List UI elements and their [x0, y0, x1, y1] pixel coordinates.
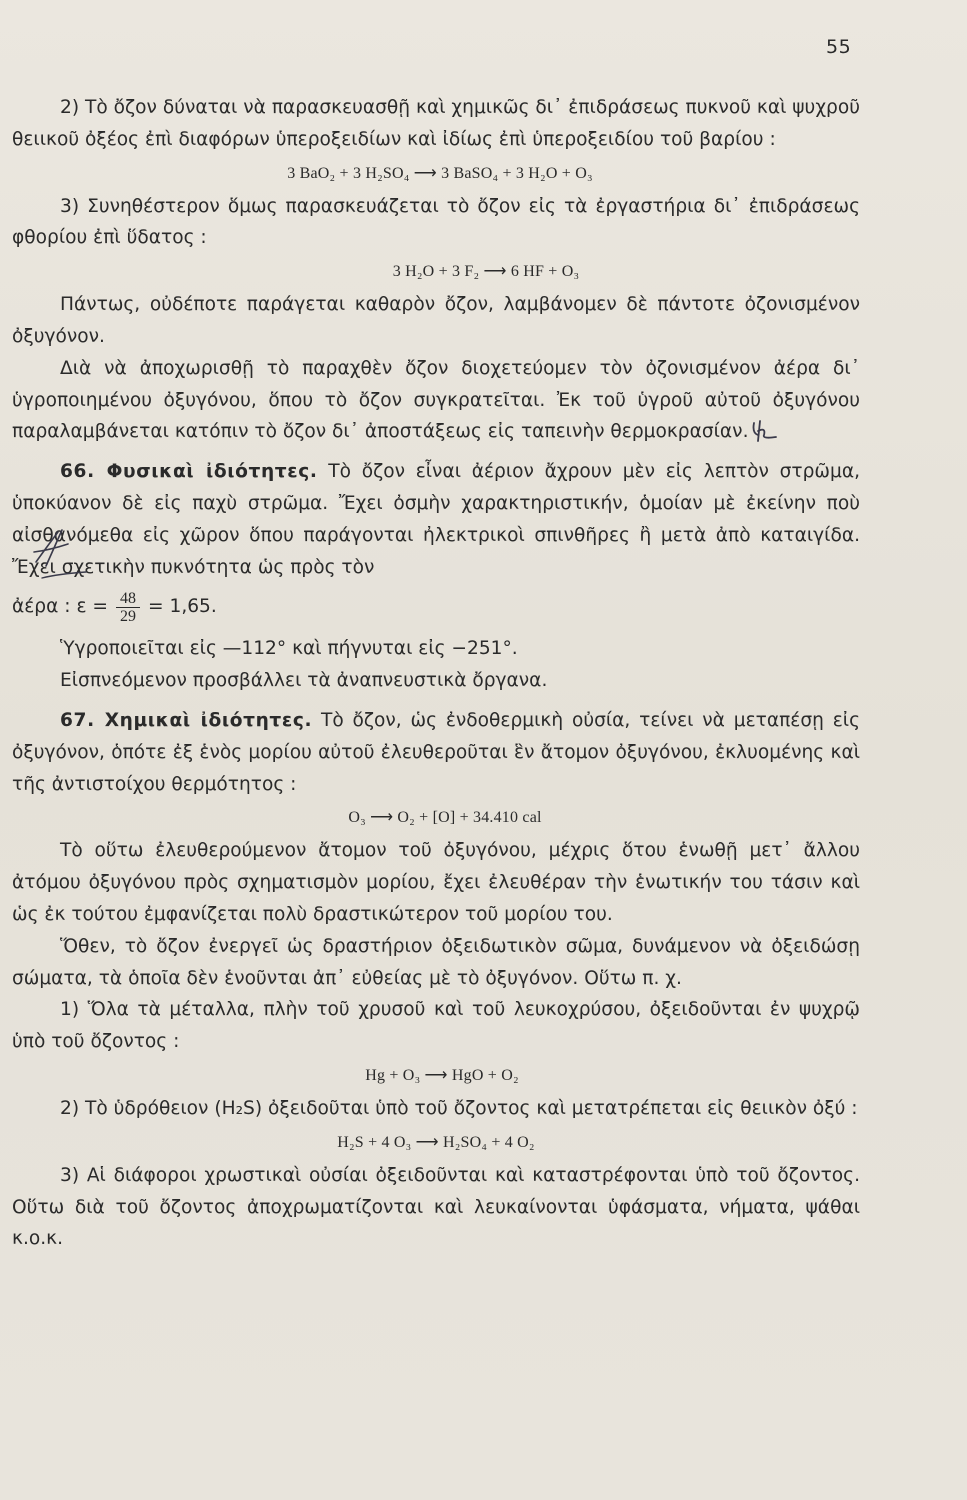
equation-hydrogen-sulfide: H₂S + 4 O₃ ⟶ H₂SO₄ + 4 O₂: [337, 1133, 535, 1151]
paragraph-ozone-chemical-prep: 2) Τὸ ὄζον δύναται νὰ παρασκευασθῇ καὶ χημικῶς δι᾽ ἐπιδράσεως πυκνοῦ καὶ ψυχροῦ θειικοῦ ὀξέος ἐπὶ διαφόρων ὑπεροξειδίων καὶ ἰδίως ἐπὶ ὑπεροξειδίου τοῦ βαρίου :: [12, 97, 860, 150]
section-66-heading: 66. Φυσικαὶ ἰδιότητες.: [60, 461, 318, 483]
paragraph-hydrogen-sulfide: 2) Τὸ ὑδρόθειον (H₂S) ὀξειδοῦται ὑπὸ τοῦ ὄζοντος καὶ μετατρέπεται εἰς θειικὸν ὀξύ :: [60, 1097, 858, 1119]
density-formula: [12, 587, 860, 627]
density-result: = 1,65.: [148, 596, 217, 618]
density-prefix: ἀέρα : ε =: [12, 596, 108, 618]
equation-barium-peroxide: 3 BaO₂ + 3 H₂SO₄ ⟶ 3 BaSO₄ + 3 H₂O + O₃: [287, 164, 593, 182]
paragraph-metals-oxidation: 1) Ὅλα τὰ μέταλλα, πλὴν τοῦ χρυσοῦ καὶ τοῦ λευκοχρύσου, ὀξειδοῦνται ἐν ψυχρῷ ὑπὸ τοῦ ὄζοντος :: [12, 999, 860, 1053]
section-66-text: Τὸ ὄζον εἶναι ἀέριον ἄχρουν μὲν εἰς λεπτὸν στρῶμα, ὑποκύανον δὲ εἰς παχὺ στρῶμα. Ἔχει ὀσμὴν χαρακτηριστικήν, ὁμοίαν μὲ ἐκείνην ποὺ αἰσθανόμεθα εἰς χῶρον ὅπου παράγονται ἠλεκτρικοὶ σπινθῆρες ἢ μετὰ ἀπὸ καταιγίδα. Ἔχει σχετικὴν πυκνότητα ὡς πρὸς τὸν: [12, 461, 860, 578]
paragraph-inhalation: Εἰσπνεόμενον προσβάλλει τὰ ἀναπνευστικὰ ὄργανα.: [60, 670, 548, 692]
paragraph-oxidizing-agent: Ὅθεν, τὸ ὄζον ἐνεργεῖ ὡς δραστήριον ὀξειδωτικὸν σῶμα, δυνάμενον νὰ ὀξειδώσῃ σώματα, τὰ ὁποῖα δὲν ἑνοῦνται ἀπ᾽ εὐθείας μὲ τὸ ὀξυγόνον. Οὕτω π. χ.: [12, 935, 860, 989]
equation-mercury-oxidation: Hg + O₃ ⟶ HgO + O₂: [365, 1066, 519, 1084]
section-67-heading: 67. Χημικαὶ ἰδιότητες.: [60, 709, 313, 731]
paragraph-atomic-oxygen: Τὸ οὕτω ἐλευθερούμενον ἄτομον τοῦ ὀξυγόνου, μέχρις ὅτου ἑνωθῇ μετ᾽ ἄλλου ἀτόμου ὀξυγόνου πρὸς σχηματισμὸν μορίου, ἔχει ἐλευθέραν τὴν ἑνωτικήν του τάσιν καὶ ὡς ἐκ τούτου ἐμφανίζεται πολὺ δραστικώτερον τοῦ μορίου του.: [12, 840, 860, 925]
pencil-check-mark-icon: [750, 419, 780, 443]
section-67-chemical-properties: [12, 705, 860, 800]
density-denominator: 29: [120, 607, 136, 625]
section-67-text: Τὸ ὄζον, ὡς ἐνδοθερμικὴ οὐσία, τείνει νὰ μεταπέσῃ εἰς ὀξυγόνον, ὁπότε ἐξ ἑνὸς μορίου αὐτοῦ ἐλευθεροῦται ἓν ἄτομον ὀξυγόνου, ἐκλυομένης καὶ τῆς ἀντιστοίχου θερμότητος :: [12, 709, 861, 795]
density-numerator: 48: [116, 590, 140, 608]
density-fraction: [116, 590, 140, 625]
paragraph-dyes-bleaching: 3) Αἱ διάφοροι χρωστικαὶ οὐσίαι ὀξειδοῦνται καὶ καταστρέφονται ὑπὸ τοῦ ὄζοντος. Οὕτω διὰ τοῦ ὄζοντος ἀποχρωματίζονται καὶ λευκαίνονται ὑφάσματα, νήματα, ψάθαι κ.ο.κ.: [12, 1164, 860, 1250]
section-66-physical-properties: [12, 456, 860, 583]
paragraph-ozone-fluorine-prep: 3) Συνηθέστερον ὅμως παρασκευάζεται τὸ ὄζον εἰς τὰ ἐργαστήρια δι᾽ ἐπιδράσεως φθορίου ἐπὶ ὕδατος :: [12, 195, 860, 249]
page-body: [12, 92, 860, 1255]
equation-fluorine-water: 3 H₂O + 3 F₂ ⟶ 6 HF + O₃: [392, 263, 580, 281]
paragraph-liquefaction: Ὑγροποιεῖται εἰς —112° καὶ πήγνυται εἰς −251°.: [60, 638, 518, 660]
paragraph-ozonized-oxygen: Πάντως, οὐδέποτε παράγεται καθαρὸν ὄζον, λαμβάνομεν δὲ πάντοτε ὀζονισμένον ὀξυγόνον.: [12, 294, 860, 347]
separation-text: Διὰ νὰ ἀποχωρισθῇ τὸ παραχθὲν ὄζον διοχετεύομεν τὸν ὀζονισμένον ἀέρα δι᾽ ὑγροποιημένου ὀξυγόνου, ὅπου τὸ ὄζον συγκρατεῖται. Ἐκ τοῦ ὑγροῦ αὐτοῦ ὀξυγόνου παραλαμβάνεται κατόπιν τὸ ὄζον δι᾽ ἀποστάξεως εἰς ταπεινὴν θερμοκρασίαν.: [12, 357, 860, 443]
equation-ozone-decomposition: O₃ ⟶ O₂ + [O] + 34.410 cal: [348, 809, 542, 827]
paragraph-ozone-separation: [12, 353, 860, 448]
page-number: 55: [826, 36, 852, 58]
